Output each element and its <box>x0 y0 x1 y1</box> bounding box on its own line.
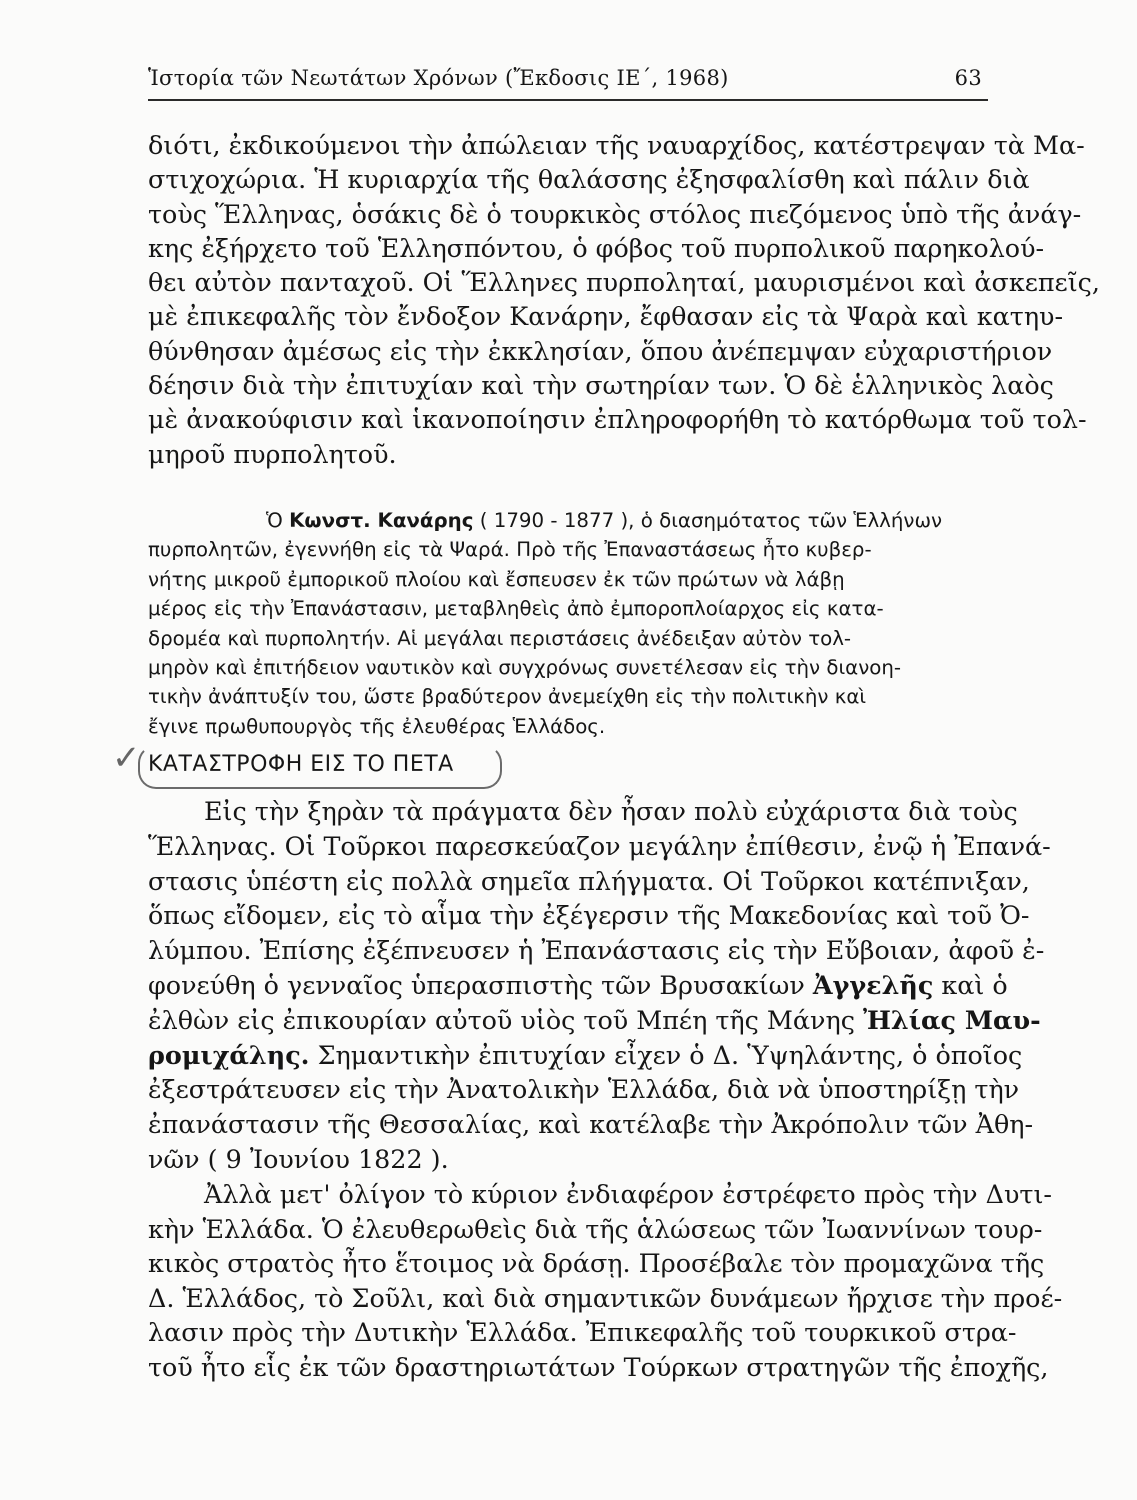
bio-line: νήτης μικροῦ ἐμπορικοῦ πλοίου καὶ ἔσπευσεν ἐκ τῶν πρώτων νὰ λάβῃ <box>148 567 845 591</box>
bio-line: μηρὸν καὶ ἐπιτήδειον ναυτικὸν καὶ συγχρόνως συνετέλεσαν εἰς τὴν διανοη- <box>148 656 902 680</box>
name-mavromichalis-cont: ρομιχάλης. <box>148 1039 310 1070</box>
handwritten-check-mark: ✓ <box>112 738 141 778</box>
paragraph-3 <box>148 1177 1063 1385</box>
text-line: ὅπως εἴδομεν, εἰς τὸ αἷμα τὴν ἐξέγερσιν τῆς Μακεδονίας καὶ τοῦ Ὀ- <box>148 900 1030 931</box>
text-line: μὲ ἐπικεφαλῆς τὸν ἔνδοξον Κανάρην, ἔφθασαν εἰς τὰ Ψαρὰ καὶ κατηυ- <box>148 301 1064 332</box>
text-line: λύμπου. Ἐπίσης ἐξέπνευσεν ἡ Ἐπανάστασις εἰς τὴν Εὔβοιαν, ἀφοῦ ἐ- <box>148 935 1045 966</box>
text-line <box>148 1003 1041 1038</box>
text-line: μὲ ἀνακούφισιν καὶ ἱκανοποίησιν ἐπληροφορήθη τὸ κατόρθωμα τοῦ τολ- <box>148 404 1087 435</box>
bio-line: ἔγινε πρωθυπουργὸς τῆς ἐλευθέρας Ἑλλάδος. <box>148 714 606 738</box>
text-line <box>148 968 1008 1003</box>
text-run: καὶ ὁ <box>933 969 1008 1000</box>
text-line <box>148 1038 1023 1073</box>
bio-line: τικὴν ἀνάπτυξίν του, ὥστε βραδύτερον ἀνεμείχθη εἰς τὴν πολιτικὴν καὶ <box>148 685 867 709</box>
running-title: Ἱστορία τῶν Νεωτάτων Χρόνων (Ἔκδοσις ΙΕ΄, 1968) <box>148 66 729 90</box>
text-line: Ἀλλὰ μετ' ὀλίγον τὸ κύριον ἐνδιαφέρον ἐστρέφετο πρὸς τὴν Δυτι- <box>204 1179 1053 1209</box>
text-line: Ἕλληνας. Οἱ Τοῦρκοι παρεσκεύαζον μεγάλην ἐπίθεσιν, ἐνῷ ἡ Ἐπανά- <box>148 830 1051 861</box>
bio-lead-line <box>148 506 990 535</box>
text-line: Εἰς τὴν ξηρὰν τὰ πράγματα δὲν ἦσαν πολὺ εὐχάριστα διὰ τοὺς <box>204 796 1018 826</box>
biography-note <box>148 506 990 741</box>
text-line: στασις ὑπέστη εἰς πολλὰ σημεῖα πλήγματα. Οἱ Τοῦρκοι κατέπνιξαν, <box>148 865 1030 896</box>
name-ilias-mavromichalis: Ἠλίας Μαυ- <box>863 1004 1041 1035</box>
running-header <box>148 62 988 98</box>
text-line: Δ. Ἑλλάδος, τὸ Σοῦλι, καὶ διὰ σημαντικῶν δυνάμεων ἤρχισε τὴν προέ- <box>148 1282 1063 1313</box>
text-run: φονεύθη ὁ γενναῖος ὑπερασπιστὴς τῶν Βρυσακίων <box>148 969 813 1000</box>
text-line: θει αὐτὸν πανταχοῦ. Οἱ Ἕλληνες πυρποληταί, μαυρισμένοι καὶ ἀσκεπεῖς, <box>148 267 1100 298</box>
text-line: κης ἐξήρχετο τοῦ Ἑλλησπόντου, ὁ φόβος τοῦ πυρπολικοῦ παρηκολού- <box>148 232 1045 263</box>
bio-line: πυρπολητῶν, ἐγεννήθη εἰς τὰ Ψαρά. Πρὸ τῆς Ἐπαναστάσεως ἦτο κυβερ- <box>148 538 872 562</box>
paragraph-1 <box>148 128 1100 471</box>
text-line: ἐπανάστασιν τῆς Θεσσαλίας, καὶ κατέλαβε τὴν Ἀκρόπολιν τῶν Ἀθη- <box>148 1109 1034 1140</box>
text-line: τοὺς Ἕλληνας, ὁσάκις δὲ ὁ τουρκικὸς στόλος πιεζόμενος ὑπὸ τῆς ἀνάγ- <box>148 198 1082 229</box>
bio-line: δρομέα καὶ πυρπολητήν. Αἱ μεγάλαι περιστάσεις ἀνέδειξαν αὐτὸν τολ- <box>148 626 852 650</box>
section-title: ΚΑΤΑΣΤΡΟΦΗ ΕΙΣ ΤΟ ΠΕΤΑ <box>148 752 454 777</box>
text-line: νῶν ( 9 Ἰουνίου 1822 ). <box>148 1143 449 1174</box>
bio-line: μέρος εἰς τὴν Ἐπανάστασιν, μεταβληθεὶς ἀπὸ ἐμποροπλοίαρχος εἰς κατα- <box>148 597 884 621</box>
text-line: θύνθησαν ἀμέσως εἰς τὴν ἐκκλησίαν, ὅπου ἀνέπεμψαν εὐχαριστήριον <box>148 335 1053 366</box>
text-line: δέησιν διὰ τὴν ἐπιτυχίαν καὶ τὴν σωτηρίαν των. Ὁ δὲ ἑλληνικὸς λαὸς <box>148 370 1054 401</box>
text-line: διότι, ἐκδικούμενοι τὴν ἀπώλειαν τῆς ναυαρχίδος, κατέστρεψαν τὰ Μα- <box>148 130 1085 160</box>
text-run: ἐλθὼν εἰς ἐπικουρίαν αὐτοῦ υἱὸς τοῦ Μπέη τῆς Μάνης <box>148 1004 863 1035</box>
text-line: κὴν Ἑλλάδα. Ὁ ἐλευθερωθεὶς διὰ τῆς ἁλώσεως τῶν Ἰωαννίνων τουρ- <box>148 1213 1043 1244</box>
bio-lead-post: ( 1790 - 1877 ), ὁ διασημότατος τῶν Ἑλλήνων <box>473 509 943 532</box>
text-line: στιχοχώρια. Ἡ κυριαρχία τῆς θαλάσσης ἐξησφαλίσθη καὶ πάλιν διὰ <box>148 164 1030 195</box>
text-line: μηροῦ πυρπολητοῦ. <box>148 438 397 469</box>
text-line: ἐξεστράτευσεν εἰς τὴν Ἀνατολικὴν Ἑλλάδα, διὰ νὰ ὑποστηρίξῃ τὴν <box>148 1074 1020 1105</box>
header-rule <box>148 99 988 101</box>
text-line: τοῦ ἦτο εἷς ἐκ τῶν δραστηριωτάτων Τούρκων στρατηγῶν τῆς ἐποχῆς, <box>148 1351 1049 1382</box>
text-run: Σημαντικὴν ἐπιτυχίαν εἶχεν ὁ Δ. Ὑψηλάντης, ὁ ὁποῖος <box>309 1039 1023 1070</box>
text-line: λασιν πρὸς τὴν Δυτικὴν Ἑλλάδα. Ἐπικεφαλῆς τοῦ τουρκικοῦ στρα- <box>148 1317 1017 1348</box>
bio-name: Κωνστ. Κανάρης <box>289 509 474 532</box>
name-angelis: Ἀγγελῆς <box>812 969 934 1000</box>
bio-lead-pre: Ὁ <box>266 509 290 532</box>
page-number: 63 <box>954 66 982 90</box>
text-line: κικὸς στρατὸς ἦτο ἕτοιμος νὰ δράσῃ. Προσέβαλε τὸν προμαχῶνα τῆς <box>148 1248 1045 1279</box>
paragraph-2 <box>148 794 1051 1177</box>
